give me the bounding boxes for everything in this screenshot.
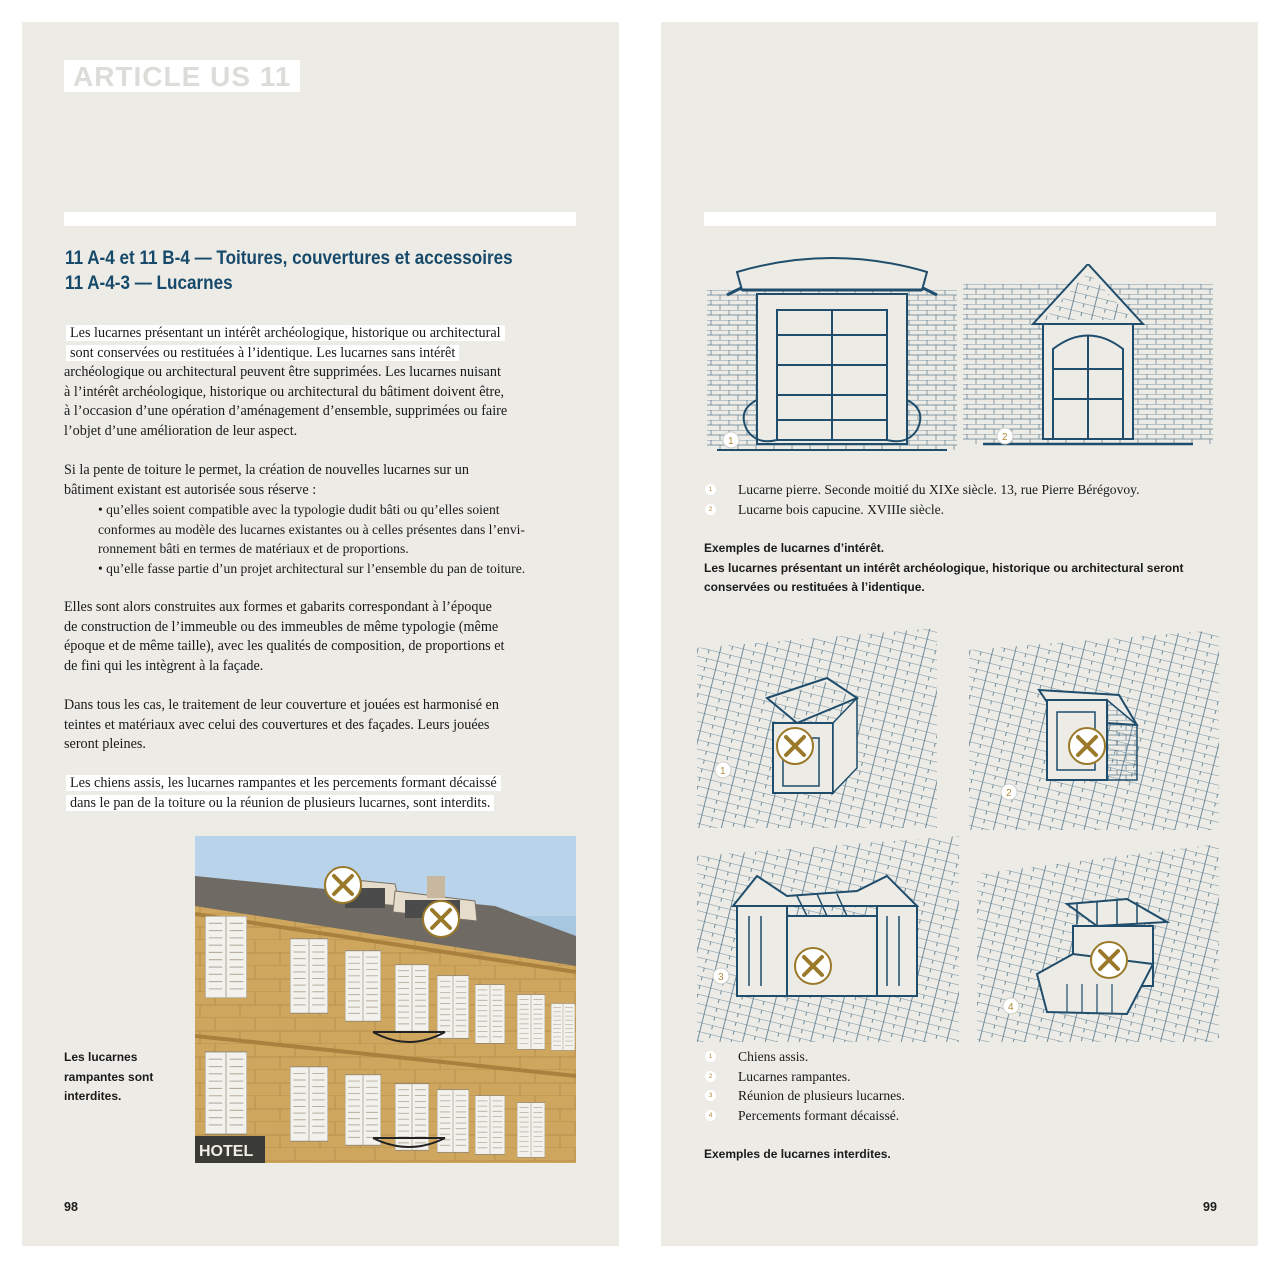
caption-line: rampantes sont <box>64 1069 154 1084</box>
caption-line: Exemples de lucarnes interdites. <box>704 1147 891 1161</box>
number-badge: 3 <box>705 1090 716 1101</box>
text-line: bâtiment existant est autorisée sous réserve : <box>64 481 317 498</box>
list-item: ronnement bâti en termes de matériaux et de proportions. <box>98 541 409 557</box>
paragraph-3 <box>64 598 579 676</box>
wood-dormer-sketch <box>963 264 1213 454</box>
list-item <box>705 1047 1205 1067</box>
list-item <box>705 1086 1205 1106</box>
text-line: Elles sont alors construites aux formes et gabarits correspondant à l’époque <box>64 599 492 615</box>
building-photo <box>195 836 576 1163</box>
legend-interest <box>705 480 1205 519</box>
forbidden-sketch-1 <box>697 628 937 828</box>
number-badge: 2 <box>705 504 716 515</box>
paragraph-4 <box>64 696 579 755</box>
paragraph-2 <box>64 461 579 579</box>
text-line: Les chiens assis, les lucarnes rampantes et les percements formant décaissé <box>66 775 501 791</box>
text-line: de construction de l’immeuble ou des immeubles de même typologie (même <box>64 618 499 635</box>
text-line: de fini qui les intègrent à la façade. <box>64 657 264 674</box>
text-line: à l’intérêt archéologique, historique ou architectural du bâtiment doivent être, <box>64 383 505 400</box>
circle-x-icon <box>325 867 361 903</box>
forbidden-sketch-3 <box>697 836 959 1042</box>
text-line: teintes et matériaux avec celui des couvertures et des façades. Leurs jouées <box>64 716 490 733</box>
section-rule <box>64 212 576 226</box>
sketch-number: 4 <box>1008 1002 1014 1013</box>
text-line: à l’occasion d’une opération d’aménagement d’ensemble, supprimées ou faire <box>64 403 508 420</box>
paragraph-5 <box>64 774 579 813</box>
legend-text: Réunion de plusieurs lucarnes. <box>738 1088 905 1104</box>
list-item: • qu’elle fasse partie d’un projet architectural sur l’ensemble du pan de toiture. <box>98 560 526 576</box>
conditions-list <box>64 500 579 578</box>
text-line: dans le pan de la toiture ou la réunion de plusieurs lucarnes, sont interdits. <box>66 795 494 811</box>
circle-x-icon <box>777 728 813 764</box>
circle-x-icon <box>795 948 831 984</box>
forbidden-sketch-4 <box>977 844 1219 1042</box>
text-line: sont conservées ou restituées à l’identique. Les lucarnes sans intérêt <box>66 345 459 361</box>
number-badge: 4 <box>705 1110 716 1121</box>
number-badge: 1 <box>705 1051 716 1062</box>
sketch-number: 1 <box>728 436 734 447</box>
text-line: Les lucarnes présentant un intérêt archéologique, historique ou architectural <box>66 325 505 341</box>
caption-line: Les lucarnes <box>64 1050 138 1064</box>
section-rule <box>704 212 1216 226</box>
hotel-sign: HOTEL <box>199 1143 254 1160</box>
sketch-number: 3 <box>718 972 724 983</box>
list-item: conformes au modèle des lucarnes existantes ou à celles présentes dans l’envi- <box>98 521 525 537</box>
text-line: Si la pente de toiture le permet, la création de nouvelles lucarnes sur un <box>64 462 469 478</box>
stone-dormer-sketch <box>707 250 957 458</box>
circle-x-icon <box>1069 728 1105 764</box>
legend-text: Lucarne pierre. Seconde moitié du XIXe siècle. 13, rue Pierre Bérégovoy. <box>738 482 1140 497</box>
caption-line: conservées ou restituées à l’identique. <box>704 580 925 594</box>
legend-text: Percements formant décaissé. <box>738 1107 900 1123</box>
forbidden-sketch-2 <box>969 630 1219 830</box>
number-badge: 1 <box>705 484 716 495</box>
list-item <box>705 480 1205 500</box>
sketch-number: 2 <box>1002 432 1008 443</box>
right-page <box>661 22 1258 1246</box>
photo-caption <box>64 1048 174 1107</box>
page-number: 99 <box>1203 1200 1217 1214</box>
heading-line-2: 11 A-4-3 — Lucarnes <box>65 273 233 294</box>
caption-line: interdites. <box>64 1089 122 1103</box>
list-item <box>705 1067 1205 1087</box>
legend-text: Lucarne bois capucine. XVIIIe siècle. <box>738 501 945 517</box>
circle-x-icon <box>423 901 459 937</box>
list-item <box>705 1106 1205 1126</box>
section-heading <box>65 246 533 296</box>
paragraph-1 <box>64 324 579 442</box>
legend-forbidden <box>705 1047 1205 1125</box>
heading-line-1: 11 A-4 et 11 B-4 — Toitures, couvertures et accessoires <box>65 248 513 269</box>
text-line: archéologique ou architectural peuvent être supprimées. Les lucarnes nuisant <box>64 364 501 381</box>
caption-interest <box>704 539 1224 598</box>
article-tag: ARTICLE US 11 <box>64 60 300 92</box>
text-line: l’objet d’une amélioration de leur aspect. <box>64 422 298 439</box>
list-item: • qu’elles soient compatible avec la typologie dudit bâti ou qu’elles soient <box>98 502 500 518</box>
list-item <box>705 500 1205 520</box>
text-line: Dans tous les cas, le traitement de leur couverture et jouées est harmonisé en <box>64 697 499 713</box>
legend-text: Chiens assis. <box>738 1049 809 1064</box>
caption-line: Les lucarnes présentant un intérêt archéologique, historique ou architectural seront <box>704 560 1184 575</box>
sketch-number: 2 <box>1006 788 1012 799</box>
caption-forbidden <box>704 1145 1224 1165</box>
text-line: époque et de même taille), avec les qualités de composition, de proportions et <box>64 638 505 655</box>
caption-line: Exemples de lucarnes d’intérêt. <box>704 541 885 555</box>
legend-text: Lucarnes rampantes. <box>738 1068 851 1084</box>
left-page <box>22 22 619 1246</box>
text-line: seront pleines. <box>64 736 146 753</box>
circle-x-icon <box>1091 942 1127 978</box>
page-number: 98 <box>64 1200 78 1214</box>
number-badge: 2 <box>705 1071 716 1082</box>
sketch-number: 1 <box>720 766 726 777</box>
